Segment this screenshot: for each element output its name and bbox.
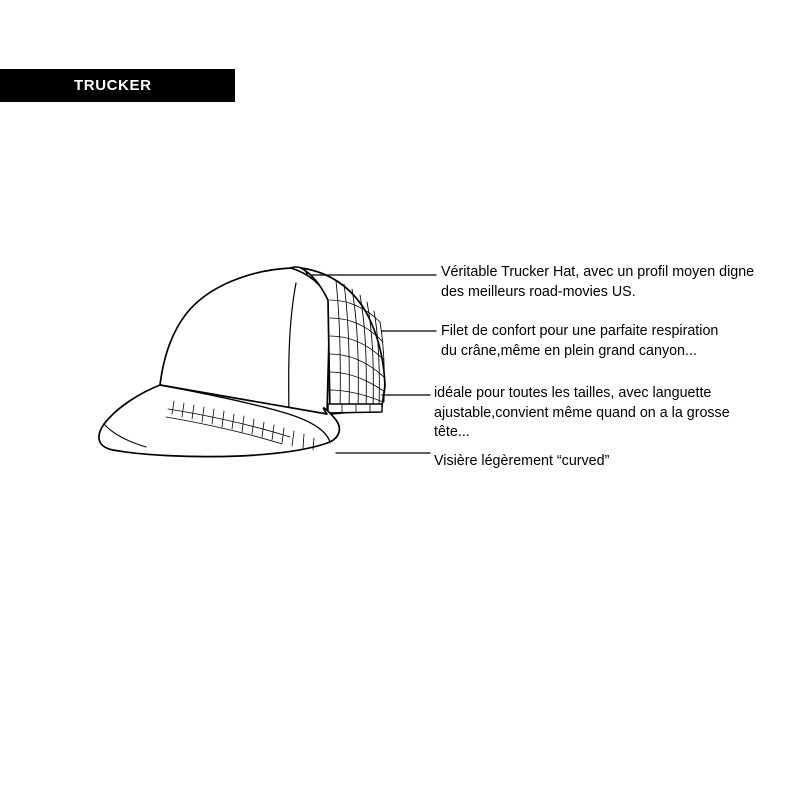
callout-text-adjustable: idéale pour toutes les tailles, avec languette ajustable,convient même quand on a la grosse tête... [434, 385, 730, 440]
callout-text-mesh: Filet de confort pour une parfaite respiration du crâne,même en plein grand canyon... [441, 323, 719, 359]
page-title: TRUCKER [74, 77, 152, 94]
callout-text-profile: Véritable Trucker Hat, avec un profil moyen digne des meilleurs road-movies US. [441, 264, 755, 300]
cap-adjustable-tab [328, 404, 382, 413]
callout-text-visor: Visière légèrement “curved” [434, 453, 610, 469]
